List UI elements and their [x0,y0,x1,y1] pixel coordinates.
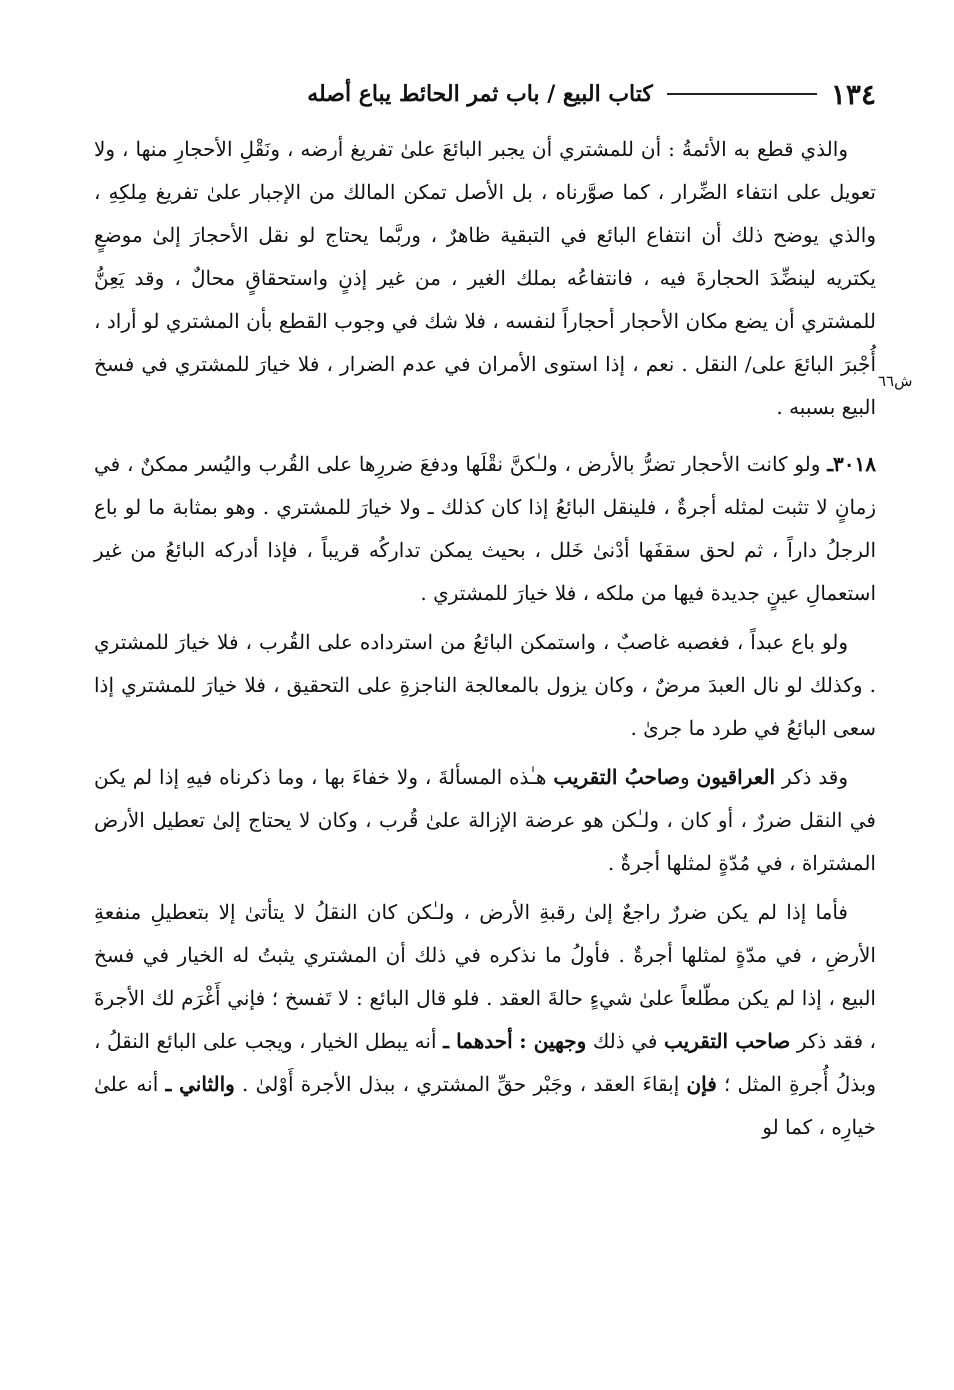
paragraph-4 [94,756,876,885]
paragraph-1: والذي قطع به الأئمةُ : أن للمشتري أن يجبر البائعَ علىٰ تفريغ أرضه ، ونَقْلِ الأحجارِ منها ، ولا تعويل على انتفاء الضِّرار ، كما صوَّرناه ، بل الأصل تمكن المالك من الإجبار علىٰ تفريغ مِلكِهِ ، والذي يوضح ذلك أن انتفاع البائع في التبقية ظاهرٌ ، وربَّما يحتاج لو نقل الأحجارَ إلىٰ موضعٍ يكتريه لينضِّدَ الحجارةَ فيه ، فانتفاعُه بملك الغير ، من غير إذنٍ واستحقاقٍ محالٌ ، وقد يَعِنُّ للمشتري أن يضع مكان الأحجار أحجاراً لنفسه ، فلا شك في وجوب القطع بأن المشتري لو أراد ، أُجْبرَ البائعَ على/ النقل . نعم ، إذا استوى الأمران في عدم الضرار ، فلا خيارَ للمشتري في فسخ البيع بسببه . [94,137,876,419]
paragraph-2 [94,443,876,615]
paragraph-2-text: ولو كانت الأحجار تضرُّ بالأرض ، ولـٰكنَّ نقْلَها ودفعَ ضررِها على القُرب واليُسر ممكنٌ ، في زمانٍ لا تثبت لمثله أجرةٌ ، فلينقل البائعُ إذا كان كذلك ـ ولا خيارَ للمشتري . وهو بمثابة ما لو باع الرجلُ داراً ، ثم لحق سقفَها أدْنىٰ خَلل ، بحيث يمكن تداركُه قريباً ، فإذا أدركه البائعُ من غير استعمالِ عينٍ جديدة فيها من ملكه ، فلا خيارَ للمشتري . [94,452,876,605]
p5-e: أنه علىٰ خيارِه ، كما لو [94,1072,876,1139]
paragraph-3: ولو باع عبداً ، فغصبه غاصبٌ ، واستمكن البائعُ من استرداده على القُرب ، فلا خيارَ للمشتري . وكذلك لو نال العبدَ مرضٌ ، وكان يزول بالمعالجة الناجزةِ على التحقيق ، فلا خيارَ للمشتري إذا سعى البائعُ في طرد ما جرىٰ . [94,630,876,740]
issue-number: ٣٠١٨ـ [827,452,877,476]
margin-note: ش٦٦ [878,372,913,390]
page-number: ١٣٤ [830,77,876,111]
page-header [94,74,876,114]
running-title: كتاب البيع / باب ثمر الحائط يباع أصله [307,81,653,107]
main-text [94,128,876,1149]
p5-bold-author: صاحب التقريب [664,1029,791,1053]
p5-bold-for: فإن [686,1072,717,1096]
p5-bold-second: والثاني ـ [165,1072,235,1096]
p5-c: أنه يبطل الخيار ، ويجب على البائع النقلُ ، وبذلُ أُجرةِ المثل ؛ [94,1029,877,1096]
p5-bold-first: أحدهما ـ [443,1029,513,1053]
p5-a: فأما إذا لم يكن ضررٌ راجعٌ إلىٰ رقبةِ الأرض ، ولـٰكن كان النقلُ لا يتأتىٰ إلا بتعطيلِ منفعةِ الأرضِ ، في مدّةٍ لمثلها أجرةٌ . فأولُ ما نذكره في ذلك أن المشتري يثبتُ له الخيار في فسخ البيع ، إذا لم يكن مطّلعاً علىٰ شيءٍ حالةَ العقد . فلو قال البائع : لا تَفسخ ؛ فإني أَغْرَم لك الأجرةَ ، فقد ذكر [94,900,877,1053]
p4-bold-iraqis: العراقيون [696,765,776,789]
header-rule [667,93,817,95]
paragraph-5 [94,891,876,1149]
p5-b: في ذلك [592,1029,658,1053]
p4-mid: و [679,765,690,789]
p5-bold-two-views: وجهين : [519,1029,587,1053]
p4-post: هـٰذه المسألةَ ، ولا خفاءَ بها ، وما ذكرناه فيهِ إذا لم يكن في النقل ضررٌ ، أو كان ، ولـٰكن هو عرضة الإزالة علىٰ قُرب ، وكان لا يحتاج إلىٰ تعطيل الأرض المشتراة ، في مُدّةٍ لمثلها أجرةٌ . [94,765,876,875]
p4-pre: وقد ذكر [781,765,849,789]
p5-d: إبقاءَ العقد ، وجَبْر حقِّ المشتري ، ببذل الأجرة أَوْلىٰ . [242,1072,680,1096]
p4-bold-author: صاحبُ التقريب [553,765,680,789]
